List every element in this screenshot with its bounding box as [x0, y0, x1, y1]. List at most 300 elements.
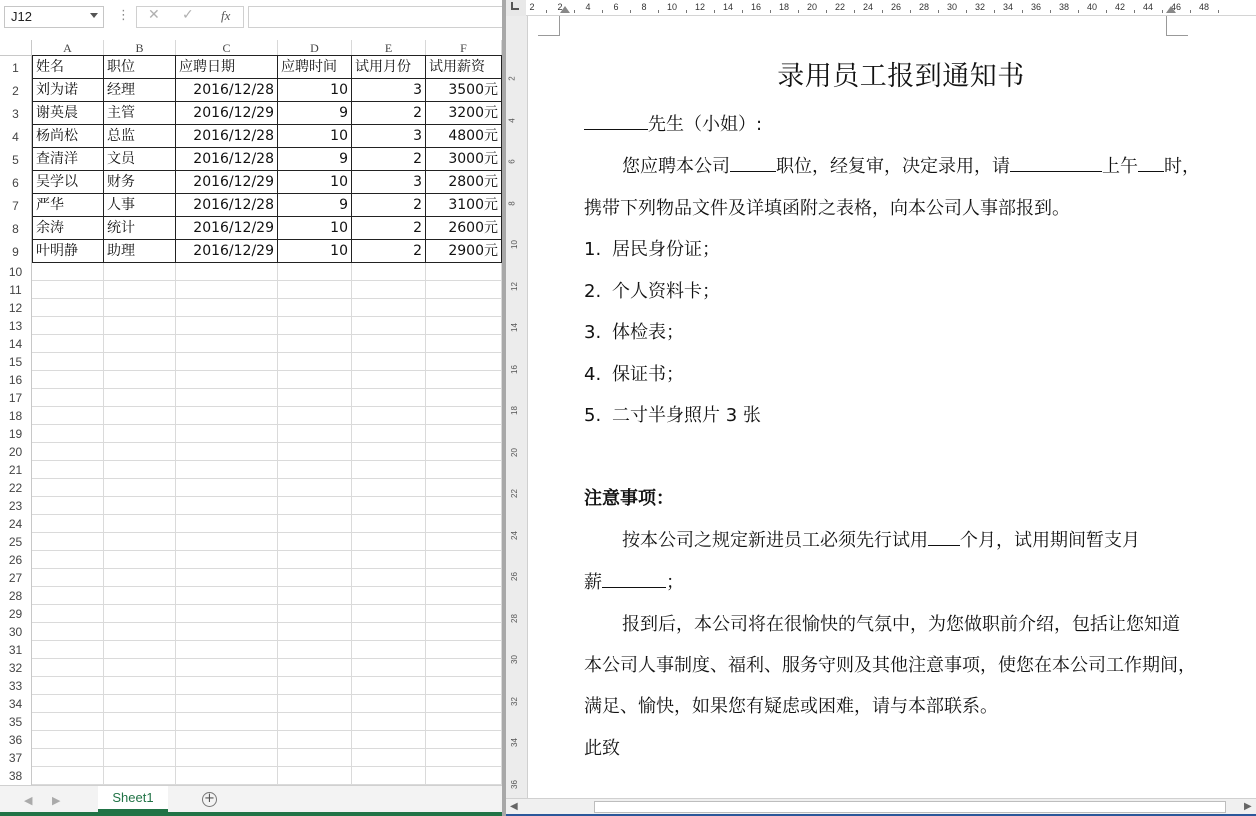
empty-cell[interactable] [352, 533, 426, 551]
empty-cell[interactable] [104, 677, 176, 695]
add-sheet-icon[interactable]: + [202, 792, 217, 807]
empty-cell[interactable] [352, 299, 426, 317]
empty-cell[interactable] [104, 371, 176, 389]
empty-cell[interactable] [176, 677, 278, 695]
empty-cell[interactable] [32, 659, 104, 677]
table-cell[interactable]: 2016/12/29 [176, 217, 278, 240]
empty-cell[interactable] [176, 515, 278, 533]
empty-cell[interactable] [278, 533, 352, 551]
row-header[interactable]: 7 [0, 194, 32, 217]
empty-cell[interactable] [426, 713, 502, 731]
salutation-text: 先生（小姐）: [648, 114, 763, 135]
table-cell[interactable]: 杨尚松 [32, 125, 104, 148]
empty-cell[interactable] [352, 389, 426, 407]
empty-cell[interactable] [176, 371, 278, 389]
scrollbar-thumb[interactable] [594, 801, 1226, 813]
empty-cell[interactable] [278, 749, 352, 767]
empty-cell[interactable] [176, 461, 278, 479]
empty-cell[interactable] [104, 659, 176, 677]
column-header[interactable]: F [426, 40, 502, 56]
row-header[interactable]: 37 [0, 749, 32, 767]
empty-cell[interactable] [278, 569, 352, 587]
column-header[interactable]: C [176, 40, 278, 56]
empty-cell[interactable] [176, 749, 278, 767]
empty-cell[interactable] [176, 533, 278, 551]
row-header[interactable]: 28 [0, 587, 32, 605]
empty-cell[interactable] [32, 335, 104, 353]
empty-cell[interactable] [352, 713, 426, 731]
empty-cell[interactable] [176, 425, 278, 443]
empty-cell[interactable] [32, 533, 104, 551]
empty-cell[interactable] [352, 425, 426, 443]
empty-cell[interactable] [426, 407, 502, 425]
table-cell[interactable]: 刘为诺 [32, 79, 104, 102]
empty-cell[interactable] [278, 299, 352, 317]
ruler-tick [882, 10, 883, 13]
empty-cell[interactable] [426, 695, 502, 713]
empty-cell[interactable] [104, 641, 176, 659]
table-cell[interactable]: 9 [278, 102, 352, 125]
empty-cell[interactable] [352, 677, 426, 695]
empty-cell[interactable] [104, 281, 176, 299]
row-header[interactable]: 14 [0, 335, 32, 353]
row-header[interactable]: 38 [0, 767, 32, 785]
empty-cell[interactable] [278, 317, 352, 335]
row-header[interactable]: 26 [0, 551, 32, 569]
empty-cell[interactable] [176, 263, 278, 281]
empty-cell[interactable] [104, 749, 176, 767]
row-header[interactable]: 12 [0, 299, 32, 317]
table-cell[interactable]: 文员 [104, 148, 176, 171]
empty-cell[interactable] [426, 659, 502, 677]
row-header[interactable]: 34 [0, 695, 32, 713]
empty-cell[interactable] [32, 713, 104, 731]
empty-cell[interactable] [352, 605, 426, 623]
empty-cell[interactable] [352, 767, 426, 785]
name-box-dropdown-icon[interactable] [90, 13, 98, 18]
empty-cell[interactable] [278, 623, 352, 641]
empty-cell[interactable] [426, 515, 502, 533]
table-cell[interactable]: 人事 [104, 194, 176, 217]
empty-cell[interactable] [426, 425, 502, 443]
table-cell[interactable]: 2016/12/29 [176, 171, 278, 194]
empty-cell[interactable] [352, 623, 426, 641]
empty-cell[interactable] [426, 335, 502, 353]
empty-cell[interactable] [278, 677, 352, 695]
empty-cell[interactable] [426, 353, 502, 371]
empty-cell[interactable] [32, 407, 104, 425]
empty-cell[interactable] [352, 353, 426, 371]
header-cell[interactable]: 姓名 [32, 55, 104, 79]
empty-cell[interactable] [32, 731, 104, 749]
empty-cell[interactable] [104, 605, 176, 623]
empty-cell[interactable] [278, 335, 352, 353]
row-header[interactable]: 36 [0, 731, 32, 749]
row-header[interactable]: 8 [0, 217, 32, 240]
table-cell[interactable]: 吴学以 [32, 171, 104, 194]
row-header[interactable]: 6 [0, 171, 32, 194]
empty-cell[interactable] [104, 533, 176, 551]
empty-cell[interactable] [278, 515, 352, 533]
empty-cell[interactable] [278, 551, 352, 569]
empty-cell[interactable] [32, 281, 104, 299]
table-cell[interactable]: 统计 [104, 217, 176, 240]
header-cell[interactable]: 试用薪资 [426, 55, 502, 79]
row-header[interactable]: 9 [0, 240, 32, 263]
empty-cell[interactable] [32, 551, 104, 569]
row-header[interactable]: 15 [0, 353, 32, 371]
empty-cell[interactable] [278, 371, 352, 389]
table-cell[interactable]: 余涛 [32, 217, 104, 240]
table-cell[interactable]: 财务 [104, 171, 176, 194]
table-cell[interactable]: 2 [352, 240, 426, 263]
empty-cell[interactable] [32, 767, 104, 785]
empty-cell[interactable] [426, 641, 502, 659]
empty-cell[interactable] [352, 497, 426, 515]
table-cell[interactable]: 严华 [32, 194, 104, 217]
empty-cell[interactable] [176, 281, 278, 299]
header-cell[interactable]: 应聘日期 [176, 55, 278, 79]
empty-cell[interactable] [278, 263, 352, 281]
empty-cell[interactable] [32, 425, 104, 443]
empty-cell[interactable] [104, 497, 176, 515]
date-blank [1010, 156, 1102, 172]
empty-cell[interactable] [32, 317, 104, 335]
empty-cell[interactable] [426, 587, 502, 605]
table-cell[interactable]: 2800元 [426, 171, 502, 194]
document-page[interactable] [528, 16, 1256, 798]
row-header[interactable]: 13 [0, 317, 32, 335]
empty-cell[interactable] [352, 731, 426, 749]
empty-cell[interactable] [426, 731, 502, 749]
empty-cell[interactable] [104, 587, 176, 605]
empty-cell[interactable] [426, 371, 502, 389]
empty-cell[interactable] [278, 353, 352, 371]
name-box[interactable]: J12 [4, 6, 104, 28]
ruler-number: 2 [507, 76, 517, 81]
empty-cell[interactable] [104, 353, 176, 371]
table-cell[interactable]: 2016/12/29 [176, 102, 278, 125]
empty-cell[interactable] [278, 713, 352, 731]
empty-cell[interactable] [32, 461, 104, 479]
empty-cell[interactable] [32, 371, 104, 389]
empty-cell[interactable] [278, 425, 352, 443]
empty-cell[interactable] [426, 767, 502, 785]
row-header[interactable]: 30 [0, 623, 32, 641]
row-header[interactable]: 24 [0, 515, 32, 533]
empty-cell[interactable] [104, 335, 176, 353]
empty-cell[interactable] [104, 713, 176, 731]
empty-cell[interactable] [104, 515, 176, 533]
empty-cell[interactable] [352, 641, 426, 659]
empty-cell[interactable] [352, 407, 426, 425]
row-header[interactable]: 18 [0, 407, 32, 425]
empty-cell[interactable] [352, 569, 426, 587]
column-header[interactable]: D [278, 40, 352, 56]
row-header[interactable]: 25 [0, 533, 32, 551]
empty-cell[interactable] [32, 677, 104, 695]
empty-cell[interactable] [104, 569, 176, 587]
empty-cell[interactable] [352, 695, 426, 713]
table-cell[interactable]: 3200元 [426, 102, 502, 125]
empty-cell[interactable] [32, 353, 104, 371]
empty-cell[interactable] [426, 533, 502, 551]
empty-cell[interactable] [176, 479, 278, 497]
column-header[interactable]: E [352, 40, 426, 56]
table-cell[interactable]: 10 [278, 125, 352, 148]
empty-cell[interactable] [426, 299, 502, 317]
empty-cell[interactable] [426, 281, 502, 299]
row-header[interactable]: 35 [0, 713, 32, 731]
table-cell[interactable]: 3 [352, 125, 426, 148]
row-header[interactable]: 3 [0, 102, 32, 125]
ruler-number: 20 [806, 2, 818, 12]
empty-cell[interactable] [176, 443, 278, 461]
empty-cell[interactable] [32, 389, 104, 407]
empty-cell[interactable] [104, 767, 176, 785]
select-all-corner[interactable] [0, 40, 32, 56]
empty-cell[interactable] [278, 443, 352, 461]
empty-cell[interactable] [32, 695, 104, 713]
empty-cell[interactable] [426, 389, 502, 407]
empty-cell[interactable] [278, 731, 352, 749]
empty-cell[interactable] [352, 515, 426, 533]
empty-cell[interactable] [176, 695, 278, 713]
empty-cell[interactable] [32, 587, 104, 605]
empty-cell[interactable] [352, 281, 426, 299]
table-cell[interactable]: 主管 [104, 102, 176, 125]
row-header[interactable]: 27 [0, 569, 32, 587]
header-cell[interactable]: 试用月份 [352, 55, 426, 79]
table-cell[interactable]: 经理 [104, 79, 176, 102]
table-cell[interactable]: 助理 [104, 240, 176, 263]
table-cell[interactable]: 2900元 [426, 240, 502, 263]
row-header[interactable]: 11 [0, 281, 32, 299]
row-header[interactable]: 17 [0, 389, 32, 407]
table-cell[interactable]: 10 [278, 171, 352, 194]
column-header[interactable]: B [104, 40, 176, 56]
empty-cell[interactable] [278, 605, 352, 623]
empty-cell[interactable] [104, 425, 176, 443]
table-cell[interactable]: 2016/12/28 [176, 125, 278, 148]
empty-cell[interactable] [352, 317, 426, 335]
empty-cell[interactable] [278, 281, 352, 299]
ruler-number: 36 [1030, 2, 1042, 12]
empty-cell[interactable] [32, 515, 104, 533]
empty-cell[interactable] [32, 749, 104, 767]
empty-cell[interactable] [32, 497, 104, 515]
row-header[interactable]: 21 [0, 461, 32, 479]
table-cell[interactable]: 10 [278, 217, 352, 240]
empty-cell[interactable] [176, 353, 278, 371]
empty-cell[interactable] [426, 569, 502, 587]
empty-cell[interactable] [176, 407, 278, 425]
empty-cell[interactable] [176, 389, 278, 407]
horizontal-ruler[interactable] [526, 0, 1256, 16]
row-header[interactable]: 20 [0, 443, 32, 461]
empty-cell[interactable] [278, 407, 352, 425]
empty-cell[interactable] [176, 299, 278, 317]
empty-cell[interactable] [426, 479, 502, 497]
row-header[interactable]: 10 [0, 263, 32, 281]
empty-cell[interactable] [104, 623, 176, 641]
table-cell[interactable]: 2016/12/28 [176, 194, 278, 217]
table-cell[interactable]: 3500元 [426, 79, 502, 102]
empty-cell[interactable] [32, 623, 104, 641]
empty-cell[interactable] [104, 461, 176, 479]
cancel-icon[interactable]: ✕ [148, 7, 160, 23]
empty-cell[interactable] [176, 551, 278, 569]
indent-marker-icon[interactable] [560, 6, 570, 13]
empty-cell[interactable] [176, 317, 278, 335]
empty-cell[interactable] [176, 641, 278, 659]
list-text: 个人资料卡； [612, 280, 720, 302]
empty-cell[interactable] [32, 479, 104, 497]
empty-cell[interactable] [176, 659, 278, 677]
formula-input[interactable] [248, 6, 502, 28]
table-cell[interactable]: 10 [278, 240, 352, 263]
empty-cell[interactable] [104, 407, 176, 425]
empty-cell[interactable] [32, 641, 104, 659]
table-cell[interactable]: 叶明静 [32, 240, 104, 263]
table-cell[interactable]: 查清洋 [32, 148, 104, 171]
empty-cell[interactable] [104, 389, 176, 407]
table-cell[interactable]: 总监 [104, 125, 176, 148]
empty-cell[interactable] [426, 317, 502, 335]
empty-cell[interactable] [352, 551, 426, 569]
empty-cell[interactable] [352, 263, 426, 281]
empty-cell[interactable] [32, 569, 104, 587]
empty-cell[interactable] [104, 317, 176, 335]
empty-cell[interactable] [426, 605, 502, 623]
empty-cell[interactable] [426, 263, 502, 281]
header-cell[interactable]: 职位 [104, 55, 176, 79]
prev-sheet-icon[interactable]: ◀ [24, 794, 33, 807]
table-cell[interactable]: 2 [352, 194, 426, 217]
empty-cell[interactable] [352, 335, 426, 353]
empty-cell[interactable] [176, 731, 278, 749]
scroll-left-icon[interactable]: ◀ [510, 801, 518, 812]
scroll-right-icon[interactable]: ▶ [1244, 801, 1252, 812]
row-header[interactable]: 32 [0, 659, 32, 677]
empty-cell[interactable] [278, 767, 352, 785]
table-cell[interactable]: 2016/12/28 [176, 79, 278, 102]
ruler-tick [938, 10, 939, 13]
table-cell[interactable]: 3000元 [426, 148, 502, 171]
sheet-tab-sheet1[interactable]: Sheet1 [98, 786, 168, 812]
table-cell[interactable]: 9 [278, 148, 352, 171]
table-cell[interactable]: 3 [352, 79, 426, 102]
empty-cell[interactable] [352, 461, 426, 479]
empty-cell[interactable] [32, 443, 104, 461]
row-header[interactable]: 33 [0, 677, 32, 695]
empty-cell[interactable] [352, 587, 426, 605]
indent-marker-icon[interactable] [1166, 6, 1176, 13]
empty-cell[interactable] [426, 461, 502, 479]
table-cell[interactable]: 10 [278, 79, 352, 102]
empty-cell[interactable] [352, 659, 426, 677]
empty-cell[interactable] [32, 605, 104, 623]
row-header[interactable]: 22 [0, 479, 32, 497]
row-header[interactable]: 23 [0, 497, 32, 515]
empty-cell[interactable] [176, 587, 278, 605]
table-cell[interactable]: 2600元 [426, 217, 502, 240]
empty-cell[interactable] [32, 299, 104, 317]
empty-cell[interactable] [352, 371, 426, 389]
empty-cell[interactable] [426, 749, 502, 767]
table-cell[interactable]: 2 [352, 102, 426, 125]
empty-cell[interactable] [104, 263, 176, 281]
empty-cell[interactable] [176, 497, 278, 515]
empty-cell[interactable] [426, 551, 502, 569]
empty-cell[interactable] [278, 461, 352, 479]
row-header[interactable]: 16 [0, 371, 32, 389]
empty-cell[interactable] [104, 551, 176, 569]
empty-cell[interactable] [104, 299, 176, 317]
row-header[interactable]: 1 [0, 56, 32, 79]
row-header[interactable]: 29 [0, 605, 32, 623]
empty-cell[interactable] [104, 443, 176, 461]
empty-cell[interactable] [104, 695, 176, 713]
table-cell[interactable]: 3100元 [426, 194, 502, 217]
table-cell[interactable]: 2 [352, 148, 426, 171]
vertical-ruler[interactable] [506, 16, 528, 798]
row-header[interactable]: 19 [0, 425, 32, 443]
row-header[interactable]: 31 [0, 641, 32, 659]
empty-cell[interactable] [278, 389, 352, 407]
empty-cell[interactable] [426, 677, 502, 695]
empty-cell[interactable] [176, 569, 278, 587]
header-cell[interactable]: 应聘时间 [278, 55, 352, 79]
empty-cell[interactable] [352, 479, 426, 497]
empty-cell[interactable] [278, 587, 352, 605]
table-cell[interactable]: 9 [278, 194, 352, 217]
table-cell[interactable]: 3 [352, 171, 426, 194]
empty-cell[interactable] [176, 713, 278, 731]
empty-cell[interactable] [32, 263, 104, 281]
empty-cell[interactable] [104, 479, 176, 497]
table-cell[interactable]: 2016/12/29 [176, 240, 278, 263]
empty-cell[interactable] [426, 443, 502, 461]
empty-cell[interactable] [176, 605, 278, 623]
enter-icon[interactable]: ✓ [182, 7, 194, 23]
empty-cell[interactable] [278, 659, 352, 677]
next-sheet-icon[interactable]: ▶ [52, 794, 61, 807]
empty-cell[interactable] [426, 497, 502, 515]
empty-cell[interactable] [278, 479, 352, 497]
table-cell[interactable]: 2 [352, 217, 426, 240]
empty-cell[interactable] [352, 749, 426, 767]
tab-selector[interactable] [506, 0, 526, 16]
empty-cell[interactable] [278, 497, 352, 515]
empty-cell[interactable] [426, 623, 502, 641]
empty-cell[interactable] [278, 641, 352, 659]
row-header[interactable]: 2 [0, 79, 32, 102]
table-cell[interactable]: 4800元 [426, 125, 502, 148]
row-header[interactable]: 5 [0, 148, 32, 171]
column-header[interactable]: A [32, 40, 104, 56]
table-cell[interactable]: 2016/12/28 [176, 148, 278, 171]
empty-cell[interactable] [176, 767, 278, 785]
empty-cell[interactable] [104, 731, 176, 749]
empty-cell[interactable] [176, 335, 278, 353]
table-cell[interactable]: 谢英晨 [32, 102, 104, 125]
insert-function-icon[interactable]: fx [221, 8, 231, 23]
empty-cell[interactable] [176, 623, 278, 641]
empty-cell[interactable] [278, 695, 352, 713]
row-header[interactable]: 4 [0, 125, 32, 148]
empty-cell[interactable] [352, 443, 426, 461]
